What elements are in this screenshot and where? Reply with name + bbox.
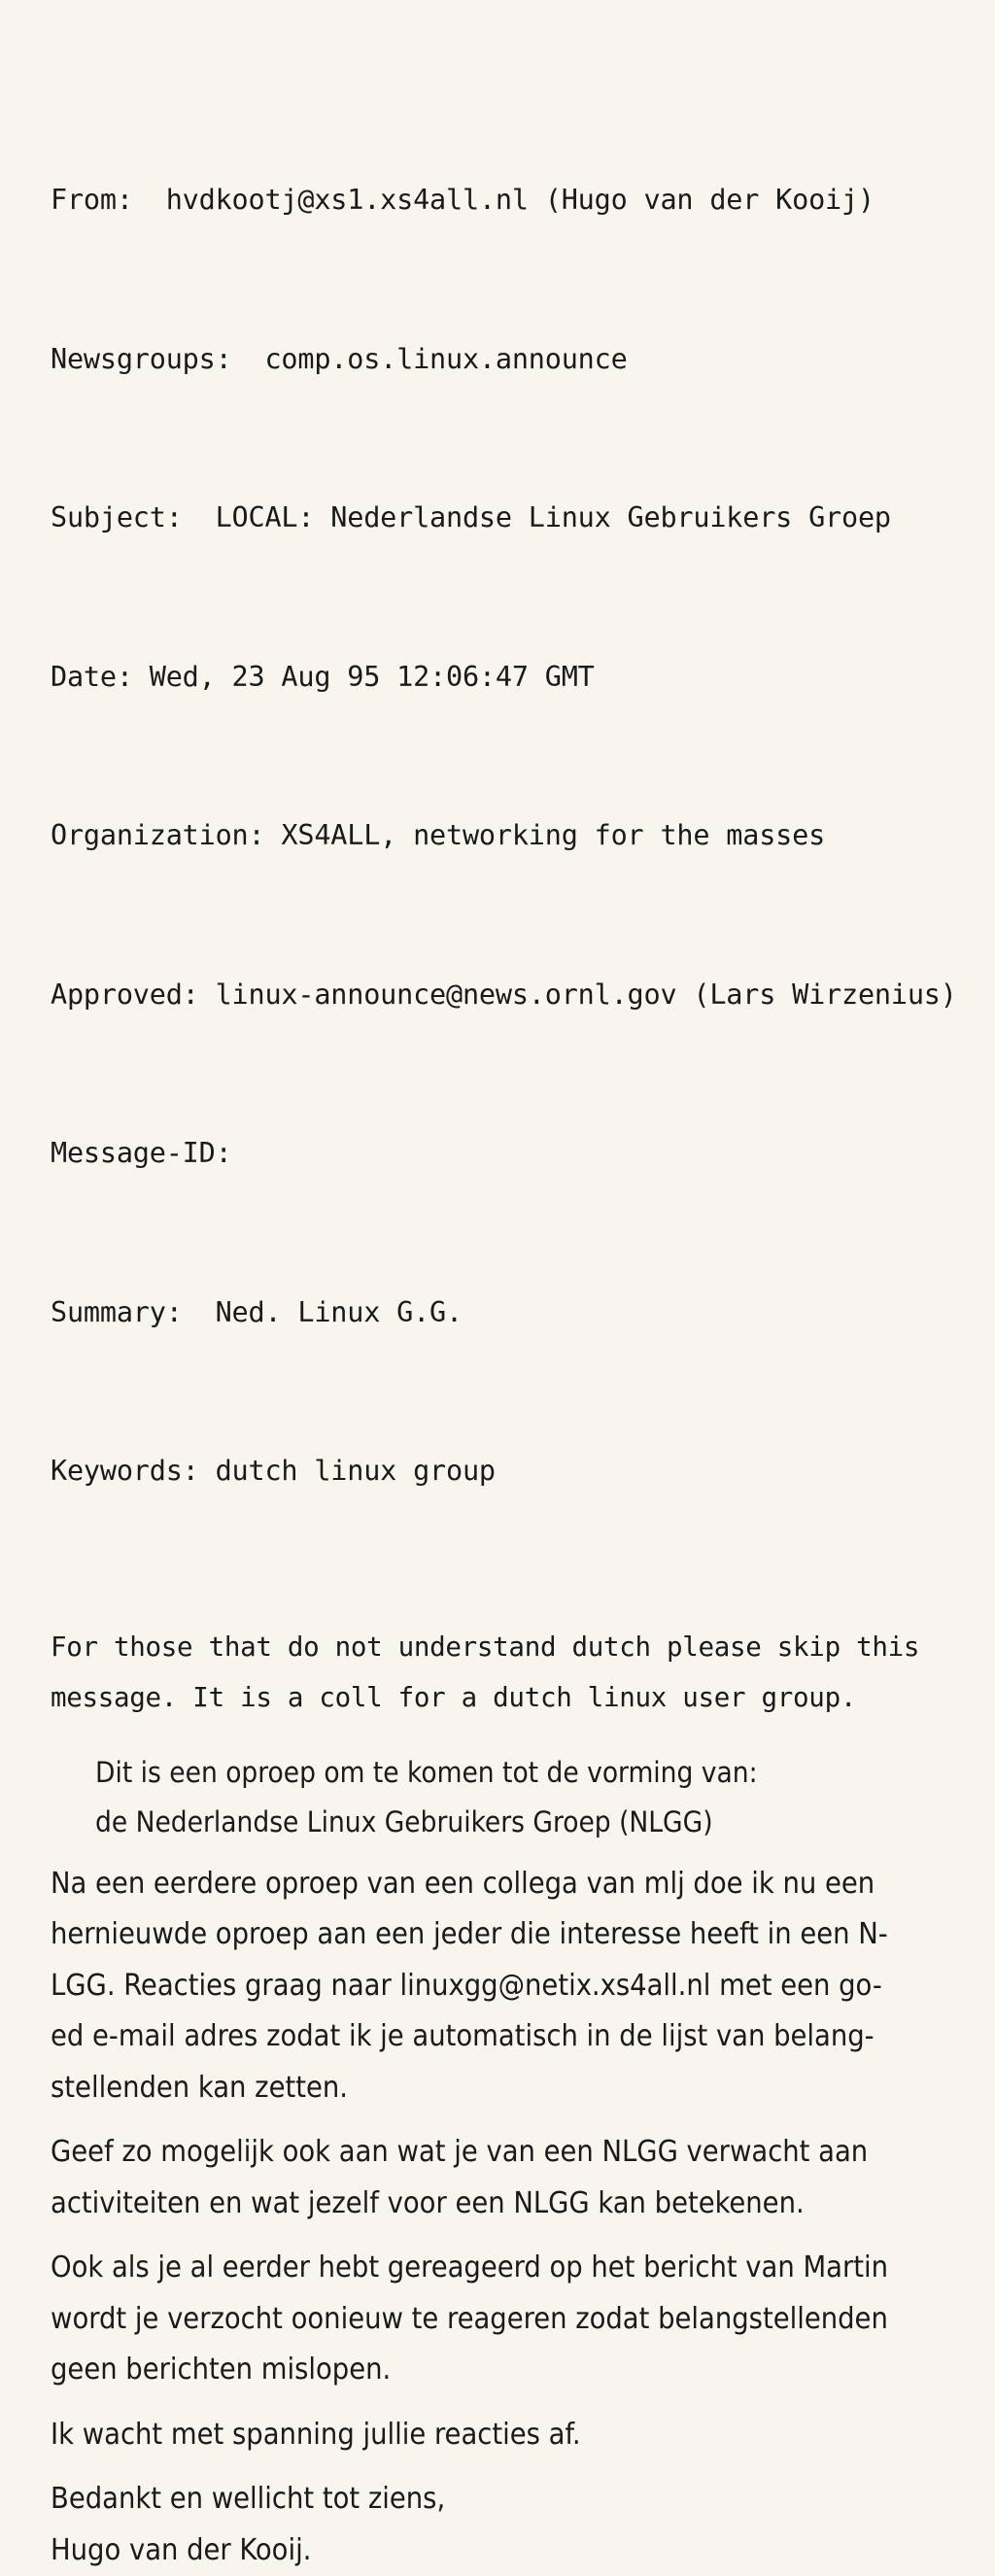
intro-line-2: message. It is a coll for a dutch linux user group. — [51, 1672, 972, 1723]
header-keywords: Keywords: dutch linux group — [51, 1445, 972, 1498]
p3-line-1: Ook als je al eerder hebt gereageerd op het bericht van Martin — [51, 2243, 972, 2294]
header-organization: Organization: XS4ALL, networking for the masses — [51, 809, 972, 863]
header-from: From: hvdkootj@xs1.xs4all.nl (Hugo van der Kooij) — [51, 174, 972, 227]
p2-line-2: activiteiten en wat jezelf voor een NLGG kan betekenen. — [51, 2179, 972, 2230]
p4-line-1: Ik wacht met spanning jullie reacties af. — [51, 2410, 972, 2461]
header-approved: Approved: linux-announce@news.ornl.gov (Lars Wirzenius) — [51, 969, 972, 1022]
signoff-line-1: Bedankt en wellicht tot ziens, — [51, 2474, 972, 2525]
body-paragraph-intro — [51, 1622, 972, 1723]
body-paragraph-1 — [51, 1859, 972, 2114]
body-paragraph-2 — [51, 2127, 972, 2229]
signoff-line-2: Hugo van der Kooij. — [51, 2525, 972, 2576]
p2-line-1: Geef zo mogelijk ook aan wat je van een NLGG verwacht aan — [51, 2127, 972, 2179]
intro-line-1: For those that do not understand dutch please skip this — [51, 1622, 972, 1672]
header-subject: Subject: LOCAL: Nederlandse Linux Gebruikers Groep — [51, 492, 972, 545]
call-line-2: de Nederlandse Linux Gebruikers Groep (NLGG) — [95, 1798, 972, 1847]
header-newsgroups: Newsgroups: comp.os.linux.announce — [51, 333, 972, 387]
body-paragraph-4 — [51, 2410, 972, 2461]
p3-line-2: wordt je verzocht oonieuw te reageren zodat belangstellenden — [51, 2294, 972, 2346]
p1-line-4: ed e-mail adres zodat ik je automatisch in de lijst van belang- — [51, 2011, 972, 2063]
p1-line-1: Na een eerdere oproep van een collega van mlj doe ik nu een — [51, 1859, 972, 1910]
call-line-1: Dit is een oproep om te komen tot de vorming van: — [95, 1748, 972, 1798]
body-paragraph-3 — [51, 2243, 972, 2396]
body-call-block — [95, 1748, 972, 1847]
p1-line-2: hernieuwde oproep aan een jeder die interesse heeft in een N- — [51, 1909, 972, 1961]
header-summary: Summary: Ned. Linux G.G. — [51, 1287, 972, 1340]
p3-line-3: geen berichten mislopen. — [51, 2345, 972, 2396]
header-message-id: Message-ID: — [51, 1127, 972, 1181]
p1-line-3: LGG. Reacties graag naar linuxgg@netix.xs4all.nl met een go- — [51, 1961, 972, 2012]
article-body — [51, 1622, 972, 2576]
article-headers — [51, 68, 972, 1604]
body-signoff — [51, 2474, 972, 2576]
header-date: Date: Wed, 23 Aug 95 12:06:47 GMT — [51, 651, 972, 704]
p1-line-5: stellenden kan zetten. — [51, 2063, 972, 2114]
